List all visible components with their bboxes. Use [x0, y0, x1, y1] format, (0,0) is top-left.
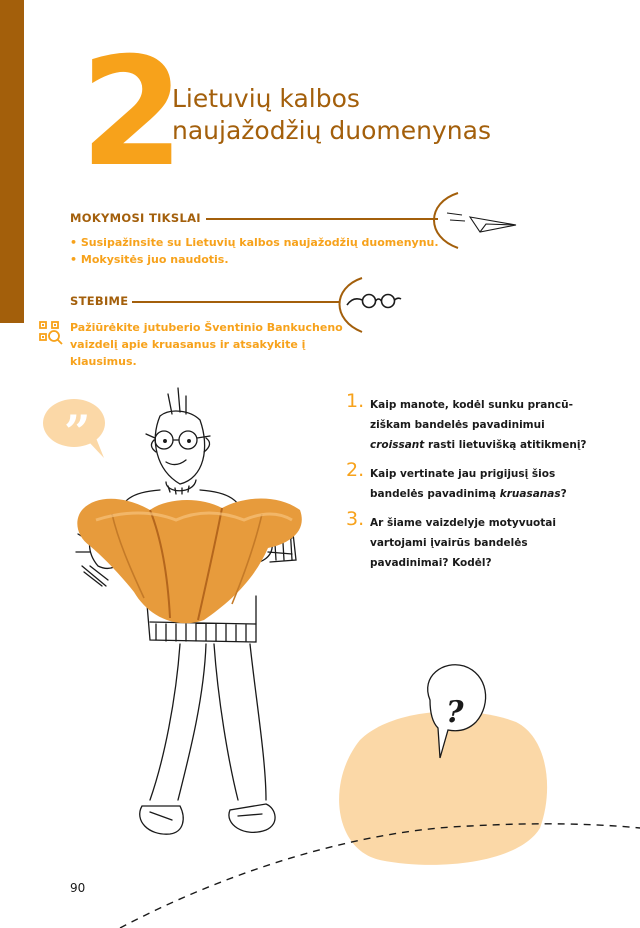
question-text-line: Kaip manote, kodėl sunku prancū- [370, 399, 573, 411]
question-number: 1. [346, 390, 365, 412]
question-term: croissant [370, 439, 425, 451]
quote-glyph: ” [64, 405, 91, 459]
observe-heading: STEBIME [70, 294, 129, 308]
glasses-icon [347, 295, 401, 308]
observe-arc [340, 278, 363, 332]
question-term: kruasanas [499, 488, 561, 500]
goal-item: • Mokysitės juo naudotis. [70, 251, 439, 268]
goal-item: • Susipažinsite su Lietuvių kalbos naujažodžių duomenynu. [70, 234, 439, 251]
question-text-line: Ar šiame vaizdelyje motyvuotai [370, 517, 556, 529]
question-text-prefix: bandelės pavadinimą [370, 488, 500, 500]
question-text-line: vartojami įvairūs bandelės [370, 537, 528, 549]
question-number: 3. [346, 508, 365, 530]
chapter-number: 2 [80, 26, 181, 200]
question-text-line: pavadinimai? Kodėl? [370, 557, 492, 569]
observe-line-1: Pažiūrėkite jutuberio Šventinio Bankucheno [70, 321, 343, 334]
question-item [346, 508, 606, 573]
title-line-2: naujažodžių duomenynas [172, 116, 491, 145]
croissant-illustration [77, 499, 301, 624]
page-number: 90 [70, 881, 86, 895]
title-line-1: Lietuvių kalbos [172, 84, 360, 113]
question-list [346, 390, 606, 582]
question-item [346, 390, 606, 455]
observe-line-2: vaizdelį apie kruasanus ir atsakykite į klausimus. [70, 338, 306, 368]
question-text-line: Kaip vertinate jau prigijusį šios [370, 468, 556, 480]
question-glyph: ? [446, 695, 464, 730]
question-text-rest: rasti lietuvišką atitikmenį? [424, 439, 587, 451]
question-text-suffix: ? [560, 488, 567, 500]
goals-heading: MOKYMOSI TIKSLAI [70, 211, 201, 225]
question-text-line [370, 435, 606, 455]
question-item [346, 459, 606, 504]
question-text-line: ziškam bandelės pavadinimui [370, 419, 545, 431]
paper-plane-icon [447, 213, 516, 232]
question-text-line [370, 484, 606, 504]
question-number: 2. [346, 459, 365, 481]
